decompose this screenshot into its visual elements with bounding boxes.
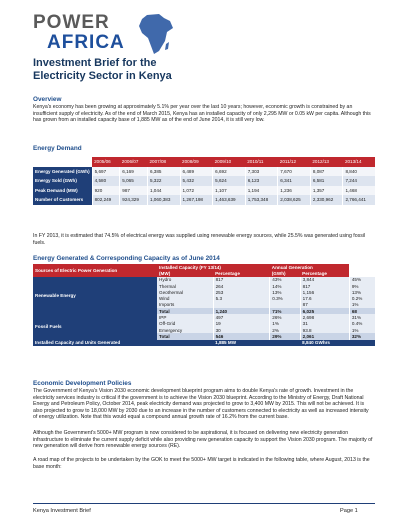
- year-header: 2010/11: [245, 157, 278, 167]
- table-cell: 924,329: [120, 195, 148, 205]
- table-cell: 26%: [270, 314, 300, 320]
- table-cell: 817: [300, 283, 349, 289]
- percentage-subheader: Percentage: [213, 270, 270, 276]
- table-cell: 1%: [349, 302, 375, 308]
- table-cell: 8,840: [343, 167, 375, 177]
- source-name: Wind: [157, 295, 213, 301]
- percentage-subheader: Percentage: [300, 270, 349, 276]
- table-cell: 7,303: [245, 167, 278, 177]
- economic-paragraph-2: Although the Government's 5000+ MW program is now considered to be aspirational, it is focused on delivering new electricity generation infrastructure to eliminate the current supply deficit while also providing new generation capacity to support the Vision 2030 program. The majority of new generation will derive from renewable energy sources (RE).: [33, 430, 373, 450]
- table-cell: 546: [213, 333, 270, 339]
- table-cell: 7,244: [343, 176, 375, 186]
- year-header: 2013/14: [343, 157, 375, 167]
- table-row: [33, 195, 375, 205]
- table-cell: 4,580: [92, 176, 120, 186]
- table-cell: 6,025: [300, 308, 349, 314]
- table-cell: 30: [213, 327, 270, 333]
- table-cell: 5,697: [92, 167, 120, 177]
- page-number: Page 1: [340, 508, 358, 514]
- total-capacity: 1,885 MW: [213, 340, 300, 346]
- table-cell: 13%: [349, 289, 375, 295]
- table-cell: 43%: [270, 277, 300, 283]
- title-line-2: Electricity Sector in Kenya: [33, 70, 172, 82]
- table-cell: 253: [213, 289, 270, 295]
- table-cell: 6,581: [310, 176, 343, 186]
- renewable-share-note: In FY 2013, it is estimated that 74.5% of electrical energy was supplied using renewable energy sources, while 25.5% was generated using fossil fuels.: [33, 233, 366, 246]
- table-cell: 6,169: [120, 167, 148, 177]
- year-header: 2009/10: [213, 157, 246, 167]
- table-total-row: [33, 340, 375, 346]
- row-label: Energy Generated (GWh): [33, 167, 92, 177]
- source-column-header: Sources of Electric Power Generation: [33, 264, 157, 277]
- source-name: Hydro: [157, 277, 213, 283]
- page-title: [33, 57, 333, 83]
- overview-heading: Overview: [33, 96, 62, 103]
- table-cell: 71%: [270, 308, 300, 314]
- table-cell: 1,468: [343, 186, 375, 196]
- table-cell: 2,330,962: [310, 195, 343, 205]
- table-cell: 2,766,441: [343, 195, 375, 205]
- gwh-subheader: (GWh): [270, 270, 300, 276]
- table-cell: 19: [213, 321, 270, 327]
- table-cell: 31: [300, 321, 349, 327]
- energy-demand-heading: Energy Demand: [33, 145, 82, 152]
- table-cell: 45%: [349, 277, 375, 283]
- table-cell: 13%: [270, 289, 300, 295]
- table-cell: 9%: [349, 283, 375, 289]
- table-cell: 6,692: [213, 167, 246, 177]
- table-cell: 6,341: [278, 176, 311, 186]
- source-name: Imports: [157, 302, 213, 308]
- table-row: [33, 167, 375, 177]
- year-header: 2012/13: [310, 157, 343, 167]
- source-name: Off-Grid: [157, 321, 213, 327]
- source-name: Thermal: [157, 283, 213, 289]
- table-cell: 68: [349, 308, 375, 314]
- table-row: [33, 176, 375, 186]
- installed-capacity-header: Installed Capacity (FY 13/14): [157, 264, 270, 270]
- table-cell: 1,240: [213, 308, 270, 314]
- table-cell: 0.4%: [349, 321, 375, 327]
- table-cell: 2,698: [300, 314, 349, 320]
- table-cell: 0.2%: [349, 295, 375, 301]
- table-cell: 817: [213, 277, 270, 283]
- table-cell: 1,044: [147, 186, 180, 196]
- total-label: Installed Capacity and Units Generated: [33, 340, 213, 346]
- table-cell: 93.8: [300, 327, 349, 333]
- overview-paragraph: Kenya's economy has been growing at approximately 5.1% per year over the last 10 years; however, economic growth is constrained by an insufficient supply of electricity. As of the end of March 2015, Kenya has an installed capacity of only 2,295 MW or 0.05 kW per capita. Although this has grown from an installed capacity base of 1,885 MW as of the end of June 2014, it is still very low.: [33, 104, 371, 124]
- table-cell: 5,624: [213, 176, 246, 186]
- economic-paragraph-1: The Government of Kenya's Vision 2030 economic development blueprint program aims to double Kenya's rate of growth. Investment in the electricity services industry is critical if the government is to achieve the Vision 2030 blueprint. According to the Ministry of Energy, Draft National Energy and Petroleum Policy, October 2014, peak electricity demand was projected to grow to 3,400 MW by 2015. This will not be achieved. It is also projected to grow to 18,000 MW by 2030 due to an increase in the number of customers connected to electricity as well as increased intensity of energy utilization. Note that this would equal a compound annual growth rate of 16.2% from the current base.: [33, 388, 369, 421]
- power-africa-logo: [33, 12, 173, 56]
- table-cell: 497: [213, 314, 270, 320]
- table-cell: 1,107: [213, 186, 246, 196]
- table-cell: 2,038,625: [278, 195, 311, 205]
- source-name: Total: [157, 308, 213, 314]
- table-cell: 14%: [270, 283, 300, 289]
- table-cell: 5,065: [120, 176, 148, 186]
- logo-text-power: POWER: [33, 12, 110, 33]
- table-cell: 5,322: [147, 176, 180, 186]
- table-cell: 1%: [270, 321, 300, 327]
- table-cell: 1,463,639: [213, 195, 246, 205]
- source-name: IPP: [157, 314, 213, 320]
- year-header: 2006/07: [120, 157, 148, 167]
- table-cell: 987: [120, 186, 148, 196]
- table-cell: 1,236: [278, 186, 311, 196]
- economic-policies-heading: Economic Development Policies: [33, 380, 132, 387]
- table-cell: 6,123: [245, 176, 278, 186]
- table-cell: 1,072: [180, 186, 213, 196]
- table-row: [33, 186, 375, 196]
- table-cell: 1,753,348: [245, 195, 278, 205]
- row-label: Peak Demand (MW): [33, 186, 92, 196]
- table-cell: 7,670: [278, 167, 311, 177]
- table-cell: 1,357: [310, 186, 343, 196]
- source-name: Total: [157, 333, 213, 339]
- capacity-table: [33, 264, 375, 346]
- total-generation: 8,840 GWhrs: [300, 340, 375, 346]
- year-header: 2011/12: [278, 157, 311, 167]
- table-cell: 1%: [349, 327, 375, 333]
- table-cell: 32%: [349, 333, 375, 339]
- year-header: 2008/09: [180, 157, 213, 167]
- table-cell: 1,156: [300, 289, 349, 295]
- capacity-heading: Energy Generated & Corresponding Capacity as of June 2014: [33, 255, 220, 262]
- table-cell: 802,249: [92, 195, 120, 205]
- group-label: Renewable Energy: [33, 277, 157, 315]
- year-header: 2007/08: [147, 157, 180, 167]
- table-cell: 5.3: [213, 295, 270, 301]
- table-cell: 1,194: [245, 186, 278, 196]
- table-cell: 6,489: [180, 167, 213, 177]
- footer-title: Kenya Investment Brief: [33, 508, 91, 514]
- table-cell: 29%: [270, 333, 300, 339]
- table-header-row: [33, 157, 375, 167]
- row-label: Number of Customers: [33, 195, 92, 205]
- title-line-1: Investment Brief for the: [33, 57, 157, 69]
- economic-paragraph-3: A road map of the projects to be undertaken by the GOK to meet the 5000+ MW target is indicated in the following table, where August, 2013 is the base month:: [33, 457, 370, 470]
- table-cell: 17.6: [300, 295, 349, 301]
- table-cell: 2%: [270, 327, 300, 333]
- table-cell: 0.3%: [270, 295, 300, 301]
- annual-generation-header: Annual Generation: [270, 264, 350, 270]
- source-name: Geothermal: [157, 289, 213, 295]
- logo-text-africa: AFRICA: [47, 32, 125, 53]
- table-cell: 8,087: [310, 167, 343, 177]
- table-cell: 920: [92, 186, 120, 196]
- table-cell: 87: [300, 302, 349, 308]
- table-cell: 6,385: [147, 167, 180, 177]
- row-label: Energy Sold (GWh): [33, 176, 92, 186]
- table-cell: 1,267,198: [180, 195, 213, 205]
- energy-demand-table: [33, 157, 375, 205]
- table-cell: 2,061: [300, 333, 349, 339]
- group-label: Fossil Fuels: [33, 314, 157, 339]
- table-cell: 5,432: [180, 176, 213, 186]
- year-header: 2005/06: [92, 157, 120, 167]
- africa-map-icon: [137, 13, 175, 55]
- table-cell: 1,060,383: [147, 195, 180, 205]
- source-name: Emergency: [157, 327, 213, 333]
- mw-subheader: (MW): [157, 270, 213, 276]
- footer-rule: [33, 503, 375, 504]
- table-corner: [33, 157, 92, 167]
- table-cell: 264: [213, 283, 270, 289]
- table-cell: 3,844: [300, 277, 349, 283]
- table-cell: 31%: [349, 314, 375, 320]
